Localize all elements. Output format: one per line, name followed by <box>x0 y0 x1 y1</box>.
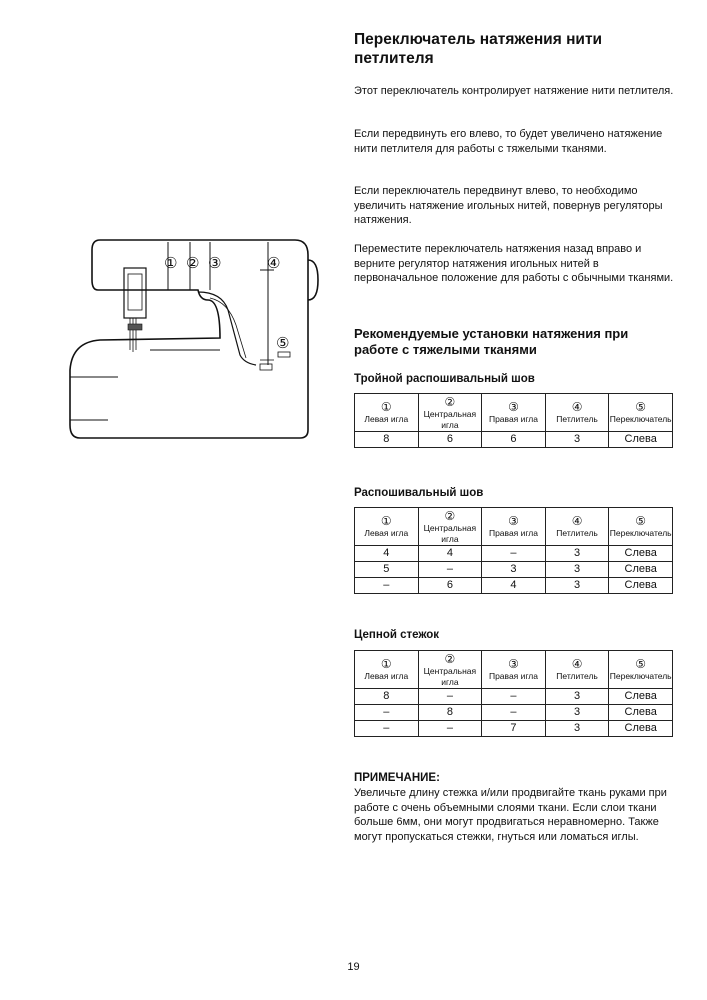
note-heading: ПРИМЕЧАНИЕ: <box>354 772 440 784</box>
table-header-row: ① Левая игла ② Центральная игла ③ Правая игла ④ Петлитель ⑤ Переключатель <box>355 394 673 432</box>
table-row: 5 – 3 3 Слева <box>355 562 673 578</box>
table-title: Тройной распошивальный шов <box>354 373 535 385</box>
settings-table <box>354 650 673 737</box>
paragraph: Если передвинуть его влево, то будет увеличено натяжение нити петлителя для работы с тяжелыми тканями. <box>354 128 663 155</box>
settings-table <box>354 507 673 594</box>
arm-curve <box>198 292 256 365</box>
callout-3: ③ <box>208 254 222 272</box>
note-text: Увеличьте длину стежка и/или продвигайте ткань руками при работе с очень объемными слоями ткани. Если слои ткани больше 6мм, они могут продвигаться неравномерно. Также могут пропускаться стежки, гнуться или ломаться иглы. <box>354 787 667 843</box>
callout-4: ④ <box>267 254 281 272</box>
table-header-row: ① Левая игла ② Центральная игла ③ Правая игла ④ Петлитель ⑤ Переключатель <box>355 508 673 546</box>
paragraph: Этот переключатель контролирует натяжение нити петлителя. <box>354 85 674 97</box>
section-title: Рекомендуемые установки натяжения при работе с тяжелыми тканями <box>354 326 629 357</box>
table-row: 8 6 6 3 Слева <box>355 432 673 448</box>
table-title: Цепной стежок <box>354 629 440 641</box>
table-row: – – 7 3 Слева <box>355 721 673 737</box>
table-header-row: ① Левая игла ② Центральная игла ③ Правая игла ④ Петлитель ⑤ Переключатель <box>355 651 673 689</box>
settings-table <box>354 393 673 448</box>
page-number: 19 <box>347 961 360 973</box>
callout-5: ⑤ <box>276 334 290 352</box>
table-row: – 8 – 3 Слева <box>355 705 673 721</box>
table-title: Распошивальный шов <box>354 487 484 499</box>
page-title: Переключатель натяжения нити петлителя <box>354 31 603 67</box>
callout-1: ① <box>164 254 178 272</box>
table-row: – 6 4 3 Слева <box>355 578 673 594</box>
paragraph: Если переключатель передвинут влево, то необходимо увеличить натяжение игольных нитей, повернув регуляторы натяжения. <box>354 185 663 226</box>
paragraph: Переместите переключатель натяжения назад вправо и верните регулятор натяжения игольных нитей в первоначальное положение для работы с обычными тканями. <box>354 243 674 284</box>
handwheel <box>308 260 318 300</box>
callout-2: ② <box>186 254 200 272</box>
table-row: 4 4 – 3 Слева <box>355 546 673 562</box>
serger-illustration <box>60 230 320 445</box>
table-row: 8 – – 3 Слева <box>355 689 673 705</box>
